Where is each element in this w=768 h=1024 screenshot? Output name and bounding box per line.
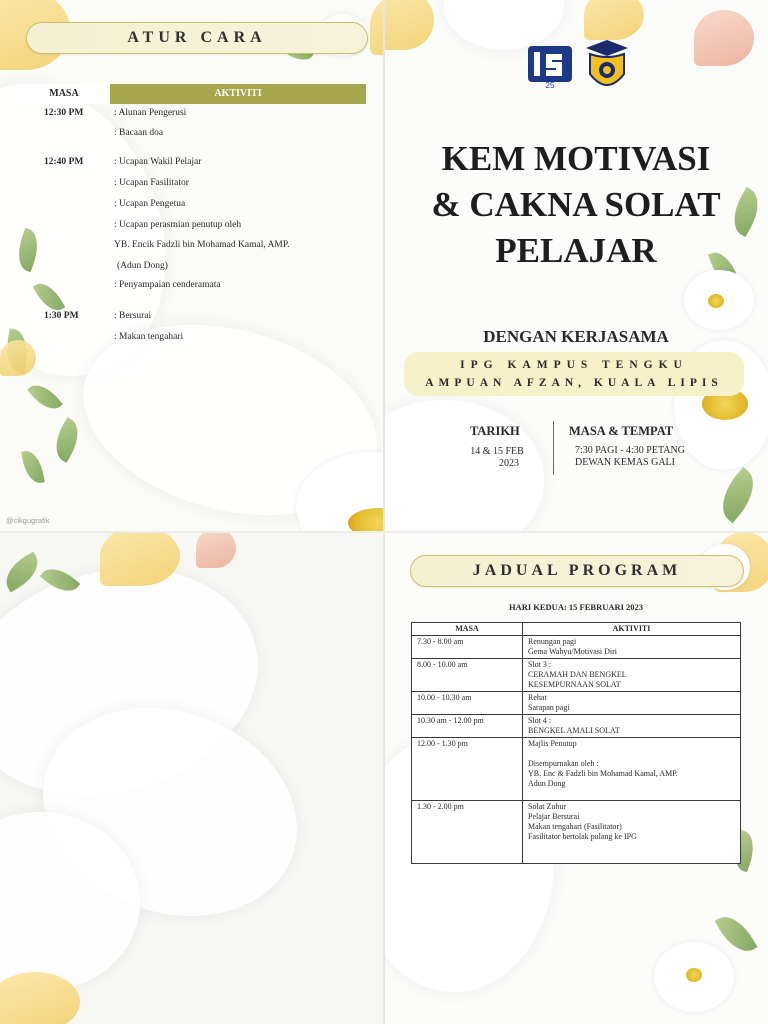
atur-cara-title: ATUR CARA xyxy=(127,29,267,46)
date-year: 2023 xyxy=(499,458,519,469)
column-header-masa: MASA xyxy=(18,84,110,104)
crest-logo xyxy=(584,38,630,96)
row-time: 8.00 - 10.00 am xyxy=(412,659,523,692)
time-value: 7:30 PAGI - 4:30 PETANG xyxy=(575,445,685,456)
activity-line: Fasilitator bertolak pulang ke IPG xyxy=(528,832,637,841)
partner-banner xyxy=(404,352,744,396)
row-time: 10.30 am - 12.00 pm xyxy=(412,715,523,738)
column-header-aktiviti: AKTIVITI xyxy=(110,84,366,104)
table-row xyxy=(412,801,741,864)
table-row xyxy=(412,715,741,738)
row-time: 12.00 - 1.30 pm xyxy=(412,738,523,801)
row-activity xyxy=(523,692,741,715)
activity-line: CERAMAH DAN BENGKEL xyxy=(528,670,627,679)
jadual-program-title: JADUAL PROGRAM xyxy=(472,562,682,579)
leaf-decoration xyxy=(27,378,63,416)
yellow-flower-decoration xyxy=(384,0,434,50)
activity-line: Gema Wahyu/Motivasi Diri xyxy=(528,647,617,656)
activity-line: BENGKEL AMALI SOLAT xyxy=(528,726,620,735)
row-time: 1:30 PM xyxy=(44,311,79,321)
cover-panel xyxy=(384,0,768,532)
event-title-line: & CAKNA SOLAT xyxy=(431,185,721,224)
row-time: 10.00 - 10.30 am xyxy=(412,692,523,715)
atur-cara-banner xyxy=(26,22,368,54)
row-activity: : Bersurai xyxy=(114,311,152,321)
activity-line xyxy=(528,852,735,862)
activity-line: Makan tengahari (Fasilitator) xyxy=(528,822,622,831)
event-title-line: PELAJAR xyxy=(495,231,657,270)
row-activity xyxy=(523,659,741,692)
activity-line: Disempurnakan oleh : xyxy=(528,759,599,768)
venue-value: DEWAN KEMAS GALI xyxy=(575,457,675,468)
table-row xyxy=(412,738,741,801)
time-venue-label: MASA & TEMPAT xyxy=(569,424,674,438)
row-activity: YB. Encik Fadzli bin Mohamad Kamal, AMP. xyxy=(114,240,290,250)
row-activity: (Adun Dong) xyxy=(117,261,168,271)
activity-line xyxy=(528,842,735,852)
table-row xyxy=(412,636,741,659)
row-activity xyxy=(523,636,741,659)
yellow-flower-decoration xyxy=(0,340,36,376)
event-title xyxy=(384,136,768,274)
row-activity: : Penyampaian cenderamata xyxy=(114,280,221,290)
designer-credit: @cikgugrafik xyxy=(6,516,50,525)
leaf-decoration xyxy=(21,449,45,486)
collaboration-label: DENGAN KERJASAMA xyxy=(483,327,669,346)
activity-line: KESEMPURNAAN SOLAT xyxy=(528,680,621,689)
yellow-flower-decoration xyxy=(584,0,644,40)
row-time: 7.30 - 8.00 am xyxy=(412,636,523,659)
row-time: 1.30 - 2.00 pm xyxy=(412,801,523,864)
day-heading: HARI KEDUA: 15 FEBRUARI 2023 xyxy=(508,602,644,612)
row-activity: : Ucapan Pengetua xyxy=(114,199,186,209)
activity-line: Pelajar Bersurai xyxy=(528,812,580,821)
partner-name-line2: AMPUAN AFZAN, KUALA LIPIS xyxy=(425,377,723,389)
activity-line: Slot 4 : xyxy=(528,716,552,725)
row-activity: : Alunan Pengerusi xyxy=(114,108,187,118)
logo-number: 25 xyxy=(545,81,555,90)
event-title-line: KEM MOTIVASI xyxy=(441,139,711,178)
table-row xyxy=(412,692,741,715)
pink-flower-decoration xyxy=(196,532,236,568)
table-row xyxy=(412,659,741,692)
decorative-panel xyxy=(0,532,384,1024)
leaf-decoration xyxy=(0,552,45,593)
row-time: 12:30 PM xyxy=(44,108,84,118)
row-activity: : Ucapan Fasilitator xyxy=(114,178,189,188)
row-activity: : Bacaan doa xyxy=(114,128,164,138)
activity-line: Majlis Penutup xyxy=(528,739,577,748)
partner-name-line1: IPG KAMPUS TENGKU xyxy=(460,359,688,371)
activity-line: Sarapan pagi xyxy=(528,703,570,712)
row-activity xyxy=(523,738,741,801)
activity-line xyxy=(528,789,735,799)
column-header-masa: MASA xyxy=(412,623,523,636)
column-header-aktiviti: AKTIVITI xyxy=(523,623,741,636)
leaf-decoration xyxy=(711,467,765,523)
activity-line: Slot 3 : xyxy=(528,660,552,669)
fold-line-horizontal xyxy=(0,531,768,533)
daisy-center-decoration xyxy=(686,968,702,982)
activity-line: YB. Enc & Fadzli bin Mohamad Kamal, AMP. xyxy=(528,769,678,778)
atur-cara-panel xyxy=(0,0,384,532)
activity-line: Rehat xyxy=(528,693,547,702)
row-activity xyxy=(523,801,741,864)
activity-line: Solat Zuhur xyxy=(528,802,566,811)
table-header-row xyxy=(412,623,741,636)
activity-line: Renungan pagi xyxy=(528,637,577,646)
fold-line-vertical xyxy=(383,0,385,1024)
row-activity: : Ucapan perasmian penutup oleh xyxy=(114,220,242,230)
divider xyxy=(553,421,554,475)
activity-line xyxy=(528,749,735,759)
jadual-program-banner xyxy=(410,555,744,587)
atur-cara-table-header xyxy=(18,84,366,104)
yellow-flower-decoration xyxy=(370,0,384,55)
program-schedule-table xyxy=(411,622,741,864)
school-logo-25 xyxy=(526,42,574,90)
row-activity xyxy=(523,715,741,738)
date-label: TARIKH xyxy=(470,424,520,438)
row-activity: : Ucapan Wakil Pelajar xyxy=(114,157,202,167)
activity-line: Adun Dong xyxy=(528,779,566,788)
row-activity: : Makan tengahari xyxy=(114,332,184,342)
date-value: 14 & 15 FEB xyxy=(470,446,524,457)
row-time: 12:40 PM xyxy=(44,157,84,167)
leaf-decoration xyxy=(47,417,86,463)
pink-flower-decoration xyxy=(694,10,754,66)
daisy-center-decoration xyxy=(708,294,724,308)
